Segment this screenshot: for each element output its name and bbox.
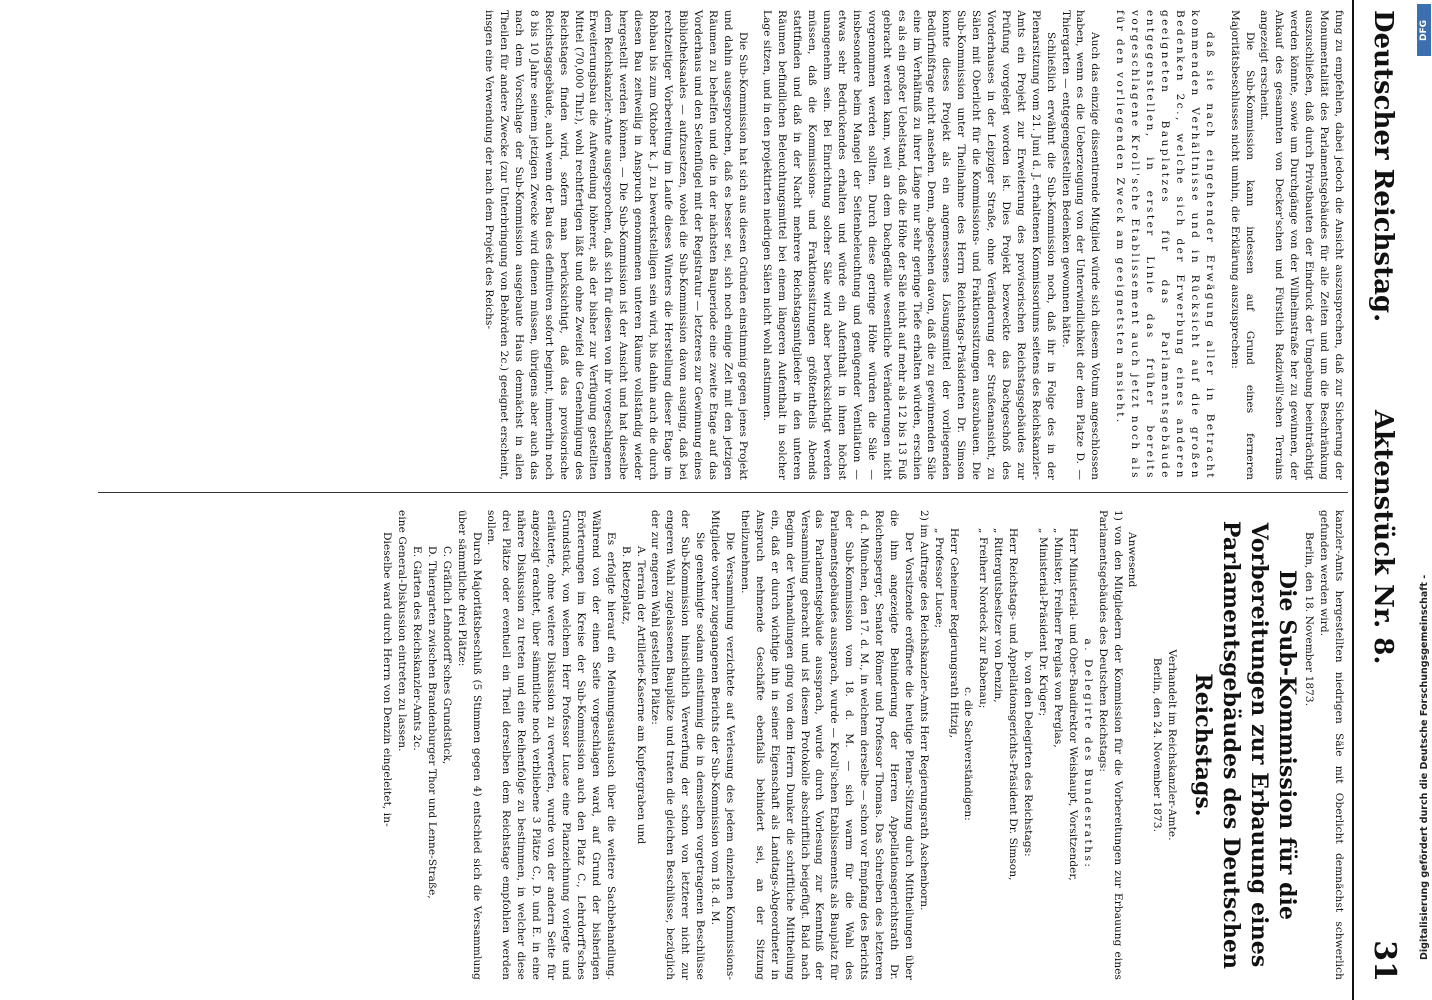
- header-rule: [1352, 0, 1354, 1000]
- page-header: [1358, 0, 1402, 1000]
- rotated-scan: [80, 0, 1420, 1000]
- paragraph: Schließlich erwähnt die Sub-Kommission noch, daß ihr in Folge des in der Plenarsitzung vom 21. Juni d. J. erhaltenen Kommissoriums seitens des Reichskanzler-Amts ein Projekt zur Erweiterung des provisorischen Reichstagsgebäudes zur Prüfung vorgelegt worden ist. Dies Projekt bezweckte das Dachgeschoß des Vorderhauses in der Leipziger Straße, ohne Veränderung der Straßenansicht, zu Sälen mit Oberlicht für die Kommissions- und Fraktionssitzungen auszubauen. Die Sub-Kommission unter Theilnahme des Herrn Reichstags-Präsidenten Dr. Simson konnte dieses Projekt als ein angemessenes Lösungsmittel der vorliegenden Bedürfnißfrage nicht ansehen. Denn, abgesehen davon, daß die zu gewinnenden Säle eine im Verhältniß zu ihrer Länge nur sehr geringe Tiefe erhalten würden, erschien es als ein großer Uebelstand, daß die Höhe der Säle nicht auf mehr als 12 bis 13 Fuß gebracht werden kann, weil an dem Dachgefälle wesentliche Veränderungen nicht vorgenommen werden sollten. Durch diese geringe Höhe würden die Säle — insbesondere beim Mangel der Seitenbeleuchtung und genügender Ventilation — etwas sehr Bedrückendes erhalten und würde ein Aufenthalt in ihnen höchst unangenehm sein. Bei Einrichtung solcher Säle wird aber berücksichtigt werden müssen, daß die Kommissions- und Fraktionssitzungen größtentheils Abends stattfinden und daß in der Nacht mehrere Reichstagsmitglieder in den unteren Räumen befindlichen Beleuchtungsmittel bei einem längeren Aufenthalt in solcher Lage sitzen, und in den projektirten niedrigen Sälen nicht wohl anstimmen.: [761, 10, 1057, 480]
- paragraph: Der Vorsitzende eröffnete die heutige Plenar-Sitzung durch Mittheilungen über die ihm angezeigte Behinderung der Herren Appellationsgerichtsrath Dr. Reichensperger, Senator Römer und Professor Thomas. Das Schreiben des letzteren d. d. München, den 17. d. M., in welchem derselbe — schon vor Empfang des Berichts der Sub-Kommission vom 18. d. M. — sich warm für die Wahl des Parlamentsgebäudes aussprach, wurde — Kroll'schen Etablissements als Bauplatz für das Parlamentsgebäude aussprach, wurde durch Vorlesung zur Kenntniß der Versammlung gebracht und ist diesem Protokolle abschriftlich beigefügt. Bald nach Beginn der Verhandlungen ging von dem Herrn Dunker die schriftliche Mittheilung ein, daß er durch wichtige ihn in seiner Eigenschaft als Landtags-Abgeordneter in Anspruch nehmende Geschäfte ebenfalls behindert sei, an der Sitzung theilzunehmen.: [738, 510, 915, 980]
- paragraph: kanzler-Amts hergestellten niedrigen Säle mit Oberlicht demnächst schwerlich gefunden werden wird.: [1318, 510, 1345, 980]
- paragraph: Durch Majoritätsbeschluß (5 Stimmen gegen 4) entschied sich die Versammlung über sämmtliche drei Plätze:: [455, 510, 483, 980]
- page-number: 31: [1367, 940, 1402, 982]
- paragraph: Die Sub-Kommission kann indessen auf Grund eines ferneren Majoritätsbeschlusses nicht umhin, die Erklärung auszusprechen:: [1228, 10, 1256, 480]
- place-line: Verhandelt im Reichskanzler-Amte.: [1166, 649, 1179, 841]
- option-item: B. Rietzeplatz,: [619, 546, 632, 625]
- option-item: C. Gräflich Lehndorff'sches Grundstück,: [440, 546, 453, 765]
- option-item: E. Gärten des Reichskanzler-Amts 2c.: [410, 546, 423, 751]
- list-item: c. die Sachverständigen:: [962, 687, 975, 821]
- date-line: Berlin, den 18. November 1873.: [1303, 532, 1316, 707]
- paragraph: eine General-Diskussion eintreten zu lassen.: [396, 510, 409, 752]
- left-column: [481, 10, 1346, 480]
- paragraph: fung zu empfehlen, dabei jedoch die Ansicht auszusprechen, daß zur Sicherung der Monumentalität des Parlamentsgebäudes für alle Zeiten und um die Beschränkung auszuschließen, daß durch Privatbauten der Eindruck der Umgebung beeinträchtigt werden könnte, sowie um Durchgänge von der Wilhelmstraße her zu gewinnen, der Ankauf des gesammten von Decker'schen und Fürstlich Radziwill'schen Terrains angezeigt erscheint.: [1258, 10, 1345, 480]
- header-center: Aktenstück Nr. 8.: [1368, 410, 1398, 665]
- right-column: [379, 510, 1346, 980]
- paragraph: Sie genehmigte sodann einstimmig die in demselben vorgetragenen Beschlüsse der Sub-Kommission hinsichtlich Verwerfung der schon von letzterer nicht zur engeren Wahl zugelassenen Bauplätze und traten die gleichen Beschlüsse, bezüglich der zur engeren Wahl gestellten Plätze:: [649, 510, 707, 980]
- list-item: „ Ministerial-Präsident Dr. Krüger;: [1037, 528, 1050, 717]
- list-item: b. von den Delegirten des Reichstags:: [1022, 651, 1035, 857]
- list-item: Herr Geheimer Regierungsrath Hitzig,: [947, 528, 960, 739]
- digitization-credit: Digitalisierung gefördert durch die Deutsche Forschungsgemeinschaft -: [1419, 574, 1430, 960]
- dfg-logo: DFG: [1417, 4, 1431, 56]
- document-page: [80, 0, 1420, 1000]
- list-item: „ Freiherr Nordeck zur Rabenau;: [977, 528, 990, 709]
- option-item: A. Terrain der Artillerie-Kaserne am Kupfergraben und: [634, 546, 647, 845]
- paragraph: Auch das einzige dissentirende Mitglied würde sich diesem Votum angeschlossen haben, wenn es die Ueberzeugung von der Unterwindlichkeit der dem Platze D. — Thiergarten — entgegengestellten Bedenken gewonnen hätte.: [1059, 10, 1102, 480]
- list-item: „ Rittergutsbesitzer von Denzin,: [992, 528, 1005, 703]
- list-item: „ Professor Lucae;: [932, 528, 945, 629]
- list-item: Herr Ministerial- und Ober-Baudirektor Weishaupt, Vorsitzender,: [1066, 528, 1079, 881]
- present-label: Anwesend: [1126, 532, 1139, 588]
- list-item: Herr Reichstags- und Appellationsgerichts-Präsident Dr. Simson,: [1007, 528, 1020, 881]
- list-item: a. Delegirte des Bundesraths:: [1081, 638, 1094, 870]
- paragraph: Dieselbe ward durch Herrn von Denzin eingeleitet, in-: [381, 532, 394, 827]
- paragraph: Es erfolgte hierauf ein Meinungsaustausch über die weitere Sachbehandlung. Während von der einen Seite vorgeschlagen ward, auf Grund der bisherigen Erörterungen im Kreise der Sub-Kommission auch den Platz C., Lehrdorff'sches Grundstück, von welchem Herr Professor Lucae eine Planzeichnung vorlegte und erläuterte, ohne weitere Diskussion zu verwerfen, wurde von der andern Seite für angezeigt erachtet, über sämmtliche noch verbliebene 3 Plätze C., D. und E. in eine nähere Diskussion zu treten und eine Reihenfolge zu bestimmen, in welcher diese drei Plätze oder eventuell ein Theil derselben dem Reichstage empfohlen werden sollen.: [485, 510, 617, 980]
- option-item: D. Thiergarten zwischen Brandenburger Thor und Lenne-Straße,: [425, 546, 438, 899]
- date-line: Berlin, den 24. November 1873.: [1151, 657, 1164, 833]
- paragraph: daß sie nach eingehender Erwägung aller in Betracht kommenden Verhältnisse und in Rücksicht auf die großen Bedenken 2c., welche sich der Erwerbung eines anderen geeigneten Bauplatzes für das Parlamentsgebäude entgegenstellen, in erster Linie das früher bereits vorgeschlagene Kroll'sche Etablissement auch jetzt noch als für den vorliegenden Zweck am geeignetsten ansieht.: [1114, 10, 1216, 480]
- list-item: 1) von den Mitgliedern der Kommission für die Vorbereitungen zur Erbauung eines Parlamentsgebäudes des Deutschen Reichstags:: [1096, 510, 1124, 980]
- header-left: Deutscher Reichstag.: [1368, 10, 1398, 323]
- section-title: Die Sub-Kommission für die Vorbereitungen zur Erbauung eines Parlamentsgebäudes des Deutschen Reichstags.: [1190, 520, 1301, 970]
- list-item: „ Minister, Freiherr Perglas von Perglas,: [1051, 528, 1064, 748]
- paragraph: Die Sub-Kommission hat sich aus diesen Gründen einstimmig gegen jenes Projekt und dahin ausgesprochen, daß es besser sei, sich noch einige Zeit mit den jetzigen Räumen zu behelfen und die in der nächsten Bauperiode eine zweite Etage auf das Vorderhaus und den Seitenflügel mit der Registratur — letzteres zur Gewinnung eines Bibliotheksaales — aufzusetzen, wobei die Sub-Kommission davon ausging, daß bei rechtzeitiger Vorbereitung im Laufe dieses Winters die Herstellung dieser Etage im Rohbau bis zum Oktober k. J. zu bewerkstelligen sein wird, bis dahin auch die durch diesen Bau zeitweilig in Anspruch genommenen unteren Räume vollständig wieder hergestellt werden können. — Die Sub-Kommission ist der Ansicht und hat dieselbe dem Reichskanzler-Amte ausgesprochen, daß sich für diesen von ihr vorgeschlagenen Erweiterungsbau die Aufwendung höherer, als der bisher zur Verfügung gestellten Mittel (70,000 Thlr.), wohl rechtfertigen läßt und ohne Zweifel die Genehmigung des Reichstages finden wird, sofern man berücksichtigt, daß das provisorische Reichstagsgebäude, auch wenn der Bau des definitiven sofort beginnt, immerhin noch 8 bis 10 Jahre seinem jetzigen Zwecke wird dienen müssen, übrigens aber auch das nach dem Vorschlage der Sub-Kommission ausgebaute Haus demnächst in allen Theilen für andere Zwecke (zur Unterbringung von Behörden 2c.) geeignet erscheint, insgen eine Verwendung der nach dem Projekt des Reichs-: [483, 10, 749, 480]
- list-item: 2) im Auftrage des Reichskanzler-Amts Herr Regierungsrath Aschenborn.: [917, 510, 930, 911]
- column-rule: [98, 492, 1348, 493]
- paragraph: Die Versammlung verzichtete auf Verlesung des jedem einzelnen Kommissions-Mitgliede vorher zugegangenen Berichts der Sub-Kommission vom 18. d. M.: [709, 510, 736, 980]
